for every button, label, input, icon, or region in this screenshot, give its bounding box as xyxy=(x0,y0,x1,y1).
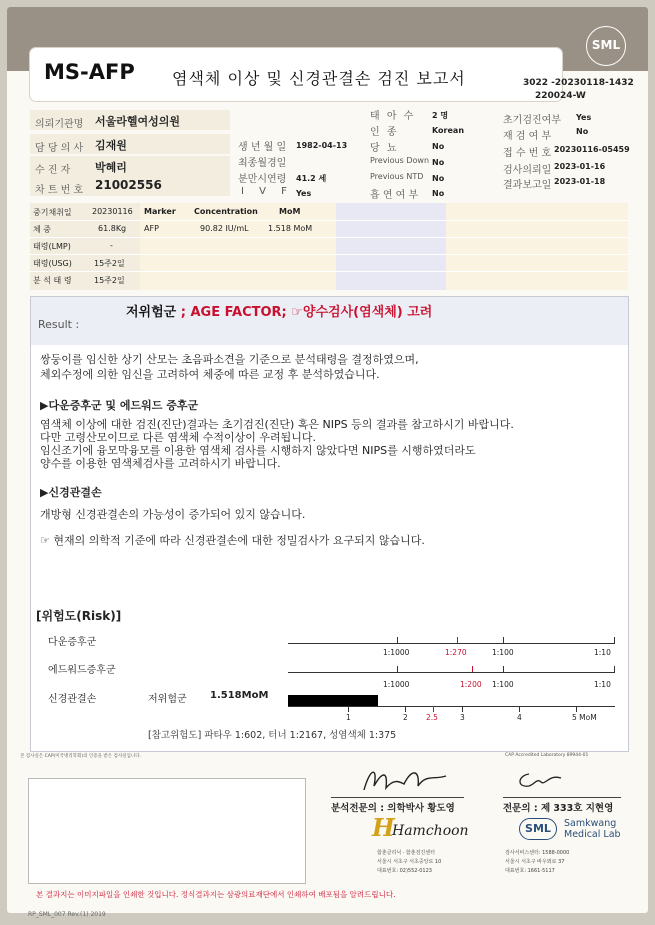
mom-tick-5 xyxy=(576,706,577,712)
risk-ntd-mom: 1.518MoM xyxy=(210,690,269,701)
risk-ntd-risk: 저위험군 xyxy=(148,694,187,705)
hospital-value: 서울라헬여성의원 xyxy=(95,115,181,128)
dob-label: 생 년 월 일 xyxy=(238,142,287,153)
down-tick-1 xyxy=(397,637,398,643)
down-line2: 다만 고령산모이므로 다른 염색체 수적이상이 우려됩니다. xyxy=(40,431,317,444)
edwards-scale-label: 1:10 xyxy=(594,680,611,689)
risk-edwards-label: 에드워드증후군 xyxy=(48,665,116,676)
ntd-line1: 개방형 신경관결손의 가능성이 증가되어 있지 않습니다. xyxy=(40,508,306,521)
mom-tick-1 xyxy=(348,706,349,712)
hamchoon-line2: 서울시 서초구 서초중앙로 10 xyxy=(377,859,442,865)
retest-value: No xyxy=(576,127,589,136)
dob-value: 1982-04-13 xyxy=(296,141,348,150)
measure-row-label: 태령(LMP) xyxy=(33,242,71,251)
diabetes-label: 당 뇨 xyxy=(370,143,399,154)
doctor-label: 담 당 의 사 xyxy=(35,143,84,154)
measure-row-value: - xyxy=(110,241,113,250)
prev-down-label: Previous Down xyxy=(370,156,430,165)
specialist-label: 전문의 : 제 333호 지현영 xyxy=(503,803,614,814)
hamchoon-info xyxy=(377,849,441,876)
sml-footer-logo xyxy=(519,818,557,840)
mom-scale-label: 2.5 xyxy=(426,713,438,722)
edwards-tick-4 xyxy=(614,666,615,672)
sml-line3: 대표번호: 1661-5117 xyxy=(505,868,555,874)
prev-ntd-label: Previous NTD xyxy=(370,172,424,181)
report-id-2: 220024-W xyxy=(535,91,586,101)
sml-line2: 서울시 서초구 바우뫼로 37 xyxy=(505,859,565,865)
edwards-scale-label: 1:100 xyxy=(492,680,514,689)
age-label: 분만시연령 xyxy=(238,174,287,185)
summary-rest: ; AGE FACTOR; ☞양수검사(염색체) 고려 xyxy=(176,305,433,320)
fetus-label: 태 아 수 xyxy=(370,111,416,122)
down-scale-line xyxy=(288,643,615,644)
mom-tick-4 xyxy=(519,706,520,712)
footer-notice: 본 결과지는 이미지파일을 인쇄한 것입니다. 정식결과지는 삼광의료재단에서 인쇄하여 배포됨을 알려드립니다. xyxy=(36,890,396,899)
risk-ntd-label: 신경관결손 xyxy=(48,694,97,705)
section-down-title: ▶다운증후군 및 에드워드 증후군 xyxy=(40,399,199,412)
measure-row-value: 61.8Kg xyxy=(98,224,127,233)
race-label: 인 종 xyxy=(370,127,399,138)
reception-value: 20230116-05459 xyxy=(554,145,630,154)
section-ntd-title: ▶신경관결손 xyxy=(40,486,102,499)
sml-name-1: Samkwang xyxy=(564,818,617,829)
sml-logo-text: SML xyxy=(591,38,621,52)
hamchoon-mark: H xyxy=(372,813,395,842)
measure-row-value: 20230116 xyxy=(92,207,133,216)
form-code: RP_SML_007 Rev.(1) 2019 xyxy=(28,911,106,918)
sml-name-2: Medical Lab xyxy=(564,829,621,840)
measure-divider-4 xyxy=(30,271,628,272)
mom-tick-2-5 xyxy=(433,706,434,712)
result-body xyxy=(40,352,419,382)
measure-empty-bg-1 xyxy=(336,203,446,290)
paragraph-1-line1: 쌍둥이를 임신한 상기 산모는 초음파소견을 기준으로 분석태령을 결정하였으며, xyxy=(40,353,419,366)
col-header-marker: Marker xyxy=(144,207,176,216)
prev-down-value: No xyxy=(432,158,445,167)
report-date-label: 결과보고일 xyxy=(503,180,552,191)
measure-row-value: 15주2일 xyxy=(94,259,125,268)
col-header-concentration: Concentration xyxy=(194,207,258,216)
down-line3: 임신조기에 융모막융모를 이용한 염색체 검사를 시행하지 않았다면 NIPS를 시행하였더라도 xyxy=(40,444,476,457)
smoking-value: No xyxy=(432,189,445,198)
hamchoon-line3: 대표번호: 02)552-0123 xyxy=(377,868,432,874)
diabetes-value: No xyxy=(432,142,445,151)
analyst-signature xyxy=(360,764,450,798)
mom-scale-label: 4 xyxy=(517,713,522,722)
chart-value: 21002556 xyxy=(95,178,162,192)
mom-value-bar xyxy=(288,695,378,706)
edwards-tick-3 xyxy=(503,666,504,672)
measure-divider-1 xyxy=(30,220,628,221)
result-label: Result : xyxy=(38,318,80,331)
paragraph-1-line2: 체외수정에 의한 임신을 고려하여 체중에 따른 교정 후 분석하였습니다. xyxy=(40,368,380,381)
down-tick-2 xyxy=(457,637,458,643)
down-line4: 양수를 이용한 염색체검사를 고려하시기 바랍니다. xyxy=(40,457,281,470)
age-value: 41.2 세 xyxy=(296,174,327,183)
retest-label: 재 검 여 부 xyxy=(503,131,552,142)
prev-ntd-value: No xyxy=(432,174,445,183)
specialist-signature xyxy=(515,768,565,792)
summary-risk: 저위험군 xyxy=(126,305,177,320)
sml-info xyxy=(505,849,569,876)
measure-divider-3 xyxy=(30,254,628,255)
cap-notice-left: 본 검사실은 CAP(미국병리학회)의 인증을 받은 검사실입니다. xyxy=(20,754,142,759)
ivf-label: I V F xyxy=(241,186,293,197)
down-line1: 염색체 이상에 대한 검진(진단)결과는 초기검진(진단) 혹은 NIPS 등의 결과를 참고하시기 바랍니다. xyxy=(40,418,514,431)
hospital-label: 의뢰기관명 xyxy=(35,119,84,130)
analyst-label: 분석전문의 : 의학박사 황도영 xyxy=(331,803,455,814)
report-date-value: 2023-01-18 xyxy=(554,177,606,186)
sml-name xyxy=(564,818,621,840)
marker-mom: 1.518 MoM xyxy=(268,224,313,233)
measure-row-value: 15주2일 xyxy=(94,276,125,285)
report-title: 염색체 이상 및 신경관결손 검진 보고서 xyxy=(172,69,466,88)
ivf-value: Yes xyxy=(296,189,312,198)
measure-marker-bg xyxy=(140,203,336,290)
sml-footer-logo-text: SML xyxy=(525,822,551,835)
edwards-tick-1 xyxy=(397,666,398,672)
down-tick-4 xyxy=(614,637,615,643)
doctor-value: 김재원 xyxy=(95,139,127,152)
marker-concentration: 90.82 IU/mL xyxy=(200,224,249,233)
down-scale-label: 1:270 xyxy=(445,648,467,657)
measure-row-label: 체 중 xyxy=(33,225,51,234)
report-id-1: 3022 -20230118-1432 xyxy=(523,78,634,88)
down-scale-label: 1:100 xyxy=(492,648,514,657)
race-value: Korean xyxy=(432,126,465,135)
risk-down-label: 다운증후군 xyxy=(48,637,97,648)
mom-scale-label: 2 xyxy=(403,713,408,722)
mom-scale-label: 5 MoM xyxy=(572,713,597,722)
ntd-line2: ☞ 현재의 의학적 기준에 따라 신경관결손에 대한 정밀검사가 요구되지 않습니다. xyxy=(40,534,425,547)
name-value: 박혜리 xyxy=(95,161,127,174)
result-summary xyxy=(126,301,432,320)
first-screen-value: Yes xyxy=(576,113,592,122)
cap-notice-right: CAP Accredited Laboratory 89944-01 xyxy=(505,753,589,758)
test-code: MS-AFP xyxy=(44,60,135,84)
measure-divider-2 xyxy=(30,237,628,238)
mom-tick-2 xyxy=(405,706,406,712)
down-scale-label: 1:10 xyxy=(594,648,611,657)
mom-tick-3 xyxy=(462,706,463,712)
reception-label: 접 수 번 호 xyxy=(503,148,552,159)
comment-box xyxy=(28,778,306,884)
edwards-scale-line xyxy=(288,672,615,673)
edwards-scale-label: 1:200 xyxy=(460,680,482,689)
measure-row-label: 중기채취일 xyxy=(33,208,72,217)
request-date-value: 2023-01-16 xyxy=(554,162,606,171)
request-date-label: 검사의뢰일 xyxy=(503,165,552,176)
first-screen-label: 초기검진여부 xyxy=(503,115,561,126)
col-header-mom: MoM xyxy=(279,207,301,216)
risk-title: [위험도(Risk)] xyxy=(36,609,122,623)
measure-empty-bg-2 xyxy=(446,203,628,290)
mom-scale-label: 3 xyxy=(460,713,465,722)
hamchoon-logo: Hamchoon xyxy=(392,823,469,839)
edwards-scale-label: 1:1000 xyxy=(383,680,410,689)
risk-reference: [참고위험도] 파타우 1:602, 터너 1:2167, 성염색체 1:375 xyxy=(148,730,397,741)
mom-scale-label: 1 xyxy=(346,713,351,722)
smoking-label: 흡 연 여 부 xyxy=(370,190,419,201)
section-down-body xyxy=(40,418,514,470)
down-tick-3 xyxy=(503,637,504,643)
name-label: 수 진 자 xyxy=(35,165,71,176)
sml-line1: 검사서비스센터: 1588-0000 xyxy=(505,850,570,856)
measure-row-label: 분 석 태 령 xyxy=(33,276,72,285)
down-scale-label: 1:1000 xyxy=(383,648,410,657)
lmp-label: 최종월경일 xyxy=(238,158,287,169)
mom-scale-line xyxy=(288,706,615,707)
hamchoon-line1: 함춘클리닉 · 함춘검진센터 xyxy=(377,850,435,856)
chart-label: 차 트 번 호 xyxy=(35,185,84,196)
marker-name: AFP xyxy=(144,224,159,233)
edwards-tick-2 xyxy=(472,666,473,672)
specialist-line xyxy=(503,797,621,798)
measure-row-label: 태령(USG) xyxy=(33,259,72,268)
measure-table xyxy=(30,203,628,290)
sml-logo xyxy=(586,26,626,66)
fetus-value: 2 명 xyxy=(432,111,449,120)
analyst-line xyxy=(331,797,464,798)
